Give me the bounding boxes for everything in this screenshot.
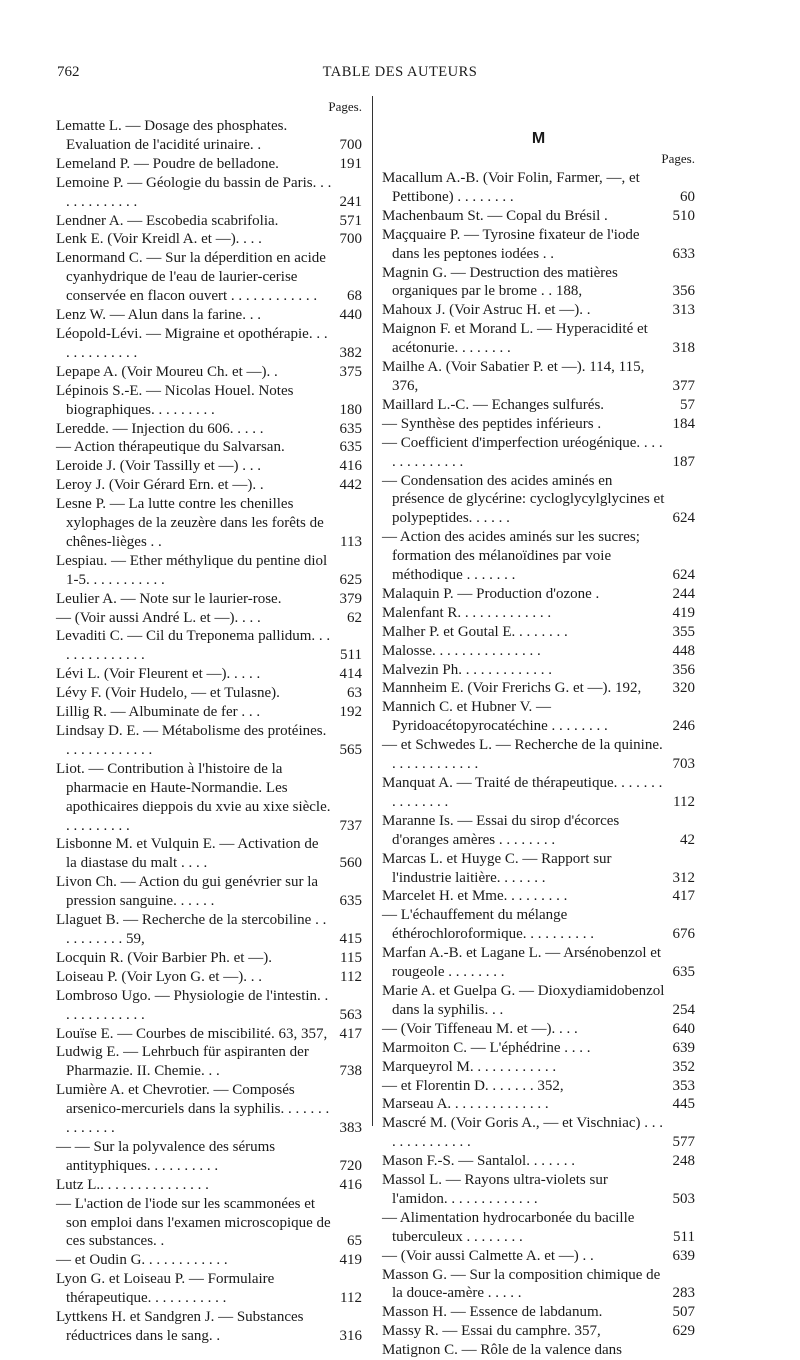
entry-page: 377 [672,377,695,394]
index-entry [56,1251,362,1270]
entry-text: Lenz W. — Alun dans la farine. . . [56,307,261,324]
entry-text: — (Voir aussi Calmette A. et —) . . [382,1247,594,1264]
entry-text: Machenbaum St. — Copal du Brésil . [382,207,608,224]
index-entry [56,684,362,703]
entry-text: — et Oudin G. . . . . . . . . . . . [56,1252,228,1269]
entry-page: 192 [339,704,362,721]
index-entry [382,1171,695,1209]
index-entry [56,1270,362,1308]
entry-text: — et Florentin D. . . . . . . 352, [382,1077,564,1094]
entry-text: — Coefficient d'imperfection uréogénique. . . . . . . . . . . . . . [382,434,663,470]
entry-text: Lemeland P. — Poudre de belladone. [56,155,279,172]
entry-page: 382 [339,344,362,361]
index-entry [382,1341,695,1360]
index-entry [382,604,695,623]
entry-page: 113 [340,533,362,550]
entry-page: 635 [339,420,362,437]
index-entry [56,590,362,609]
index-entry [382,774,695,812]
entry-page: 419 [672,604,695,621]
entry-text: Marie A. et Guelpa G. — Dioxydiamidobenzol dans la syphilis. . . [382,982,665,1018]
entry-text: Lendner A. — Escobedia scabrifolia. [56,212,279,229]
entry-page: 68 [347,288,362,305]
entry-text: — L'échauffement du mélange éthérochloroformique. . . . . . . . . . [382,907,595,943]
index-entry [56,363,362,382]
entry-page: 417 [339,1025,362,1042]
pages-label: Pages. [328,99,362,114]
entry-page: 639 [672,1039,695,1056]
index-entry [56,665,362,684]
entry-page: 42 [680,831,695,848]
index-entry [56,1025,362,1044]
entry-text: — Action des acides aminés sur les sucres; formation des mélanoïdines par voie méthodique . . . . . . . [382,529,640,584]
index-entry [382,850,695,888]
entry-page: 414 [339,666,362,683]
entry-page: 57 [680,396,695,413]
index-entry [382,264,695,302]
entry-text: — et Schwedes L. — Recherche de la quinine. . . . . . . . . . . . . [382,737,663,773]
entry-page: 639 [672,1247,695,1264]
entry-page: 244 [672,585,695,602]
entry-page: 318 [672,340,695,357]
entry-page: 379 [339,590,362,607]
entry-text: Magnin G. — Destruction des matières organiques par le brome . . 188, [382,264,618,300]
index-entry [56,1138,362,1176]
entry-text: Malenfant R. . . . . . . . . . . . . [382,604,552,621]
entry-page: 191 [339,155,362,172]
entry-page: 635 [339,439,362,456]
entry-page: 254 [672,1001,695,1018]
index-entry [382,1095,695,1114]
index-entry [382,736,695,774]
index-entry [382,472,695,529]
entry-text: Lemoine P. — Géologie du bassin de Paris. . . . . . . . . . . . . [56,174,332,210]
entry-page: 383 [339,1120,362,1137]
entry-page: 640 [672,1020,695,1037]
entry-text: Lombroso Ugo. — Physiologie de l'intestin. . . . . . . . . . . . . [56,987,329,1023]
entry-page: 700 [339,136,362,153]
entry-text: Liot. — Contribution à l'histoire de la pharmacie en Haute-Normandie. Les apothicaires dieppois du xvie au xixe siècle. . . . . . . . . . [56,760,331,834]
entry-page: 720 [339,1157,362,1174]
entry-page: 629 [672,1323,695,1340]
entry-page: 416 [339,1176,362,1193]
index-entry [56,949,362,968]
entry-page: 416 [339,458,362,475]
entry-page: 246 [672,718,695,735]
entry-page: 624 [672,567,695,584]
entry-text: Malosse. . . . . . . . . . . . . . . [382,642,541,659]
entry-page: 560 [339,855,362,872]
entry-text: Lenk E. (Voir Kreidl A. et —). . . . [56,231,262,248]
entry-page: 737 [339,817,362,834]
index-entry [56,325,362,363]
index-entry [56,703,362,722]
index-entry [382,320,695,358]
index-entry [382,415,695,434]
entry-page: 577 [672,1134,695,1151]
index-entry [56,627,362,665]
index-entry [56,457,362,476]
entry-text: Lisbonne M. et Vulquin E. — Activation de la diastase du malt . . . . [56,836,319,872]
entry-page: 320 [672,680,695,697]
entry-text: Maranne Is. — Essai du sirop d'écorces d'oranges amères . . . . . . . . [382,812,620,848]
entry-page: 112 [340,968,362,985]
index-entry [56,117,362,155]
entry-text: Léopold-Lévi. — Migraine et opothérapie. . . . . . . . . . . . . [56,325,328,361]
entry-text: Macallum A.-B. (Voir Folin, Farmer, —, et Pettibone) . . . . . . . . [382,170,640,205]
entry-text: Lillig R. — Albuminate de fer . . . [56,704,261,721]
left-entries [56,117,362,1346]
entry-page: 415 [339,930,362,947]
entry-text: Marcelet H. et Mme. . . . . . . . . [382,888,568,905]
entry-page: 448 [672,642,695,659]
entry-page: 738 [339,1063,362,1080]
entry-text: Leroy J. (Voir Gérard Ern. et —). . [56,477,264,494]
index-entry [56,1195,362,1252]
index-entry [382,169,695,207]
index-entry [382,944,695,982]
entry-text: Lematte L. — Dosage des phosphates. Evaluation de l'acidité urinaire. . [56,118,288,153]
index-entry [382,358,695,396]
entry-page: 635 [672,964,695,981]
index-entry [382,396,695,415]
entry-page: 633 [672,245,695,262]
entry-page: 313 [672,302,695,319]
index-entry [56,495,362,552]
entry-page: 180 [339,401,362,418]
entry-text: Mason F.-S. — Santalol. . . . . . . [382,1153,575,1170]
entry-text: Manquat A. — Traité de thérapeutique. . . . . . . . . . . . . . . [382,775,663,810]
entry-text: Llaguet B. — Recherche de la stercobiline . . . . . . . . . . 59, [56,912,327,947]
entry-page: 507 [672,1304,695,1321]
index-entry [382,301,695,320]
entry-text: — Alimentation hydrocarbonée du bacille tuberculeux . . . . . . . . [382,1209,635,1245]
index-entry [56,420,362,439]
entry-text: Lindsay D. E. — Métabolisme des protéines. . . . . . . . . . . . . [56,723,327,758]
entry-page: 115 [340,949,362,966]
entry-page: 352 [672,1058,695,1075]
entry-text: — (Voir Tiffeneau M. et —). . . . [382,1020,578,1037]
index-entry [382,1020,695,1039]
entry-text: — Action thérapeutique du Salvarsan. [56,439,285,456]
entry-text: Massol L. — Rayons ultra-violets sur l'amidon. . . . . . . . . . . . . [382,1172,608,1207]
index-entry [56,1081,362,1138]
index-entry [56,212,362,231]
entry-text: Mannich C. et Hubner V. — Pyridoacétopyrocatéchine . . . . . . . . [382,699,608,735]
index-entry [56,968,362,987]
index-entry [382,887,695,906]
entry-page: 248 [672,1153,695,1170]
index-entry [56,438,362,457]
entry-text: Marcas L. et Huyge C. — Rapport sur l'industrie laitière. . . . . . . [382,850,612,886]
entry-text: Malvezin Ph. . . . . . . . . . . . . [382,661,552,678]
index-entry [56,1176,362,1195]
entry-page: 442 [339,477,362,494]
index-entry [382,642,695,661]
entry-text: Maçquaire P. — Tyrosine fixateur de l'iode dans les peptones iodées . . [382,226,640,262]
index-entry [56,382,362,420]
index-entry [56,552,362,590]
index-entry [382,434,695,472]
entry-text: Levaditi C. — Cil du Treponema pallidum. . . . . . . . . . . . . . [56,628,331,664]
entry-text: Lépinois S.-E. — Nicolas Houel. Notes biographiques. . . . . . . . . [56,382,294,418]
entry-text: Mahoux J. (Voir Astruc H. et —). . [382,302,591,319]
entry-page: 187 [672,453,695,470]
index-entry [382,1077,695,1096]
index-entry [56,476,362,495]
entry-page: 356 [672,661,695,678]
entry-page: 375 [339,363,362,380]
index-entry [56,722,362,760]
entry-text: Mannheim E. (Voir Frerichs G. et —). 192, [382,680,642,697]
entry-page: 283 [672,1285,695,1302]
entry-page: 445 [672,1096,695,1113]
entry-text: Marqueyrol M. . . . . . . . . . . . [382,1058,557,1075]
entry-page: 316 [339,1328,362,1344]
entry-page: 112 [340,1290,362,1307]
entry-text: Leredde. — Injection du 606. . . . . [56,420,264,437]
entry-text: Ludwig E. — Lehrbuch für aspiranten der Pharmazie. II. Chemie. . . [56,1044,309,1080]
column-divider [372,96,373,1126]
index-entry [382,528,695,585]
index-entry [382,1322,695,1341]
entry-text: Maignon F. et Morand L. — Hyperacidité et acétonurie. . . . . . . . [382,321,648,357]
index-entry [382,1266,695,1304]
entry-text: Masson G. — Sur la composition chimique de la douce-amère . . . . . [382,1266,661,1302]
index-entry [56,760,362,836]
entry-text: Marseau A. . . . . . . . . . . . . . [382,1096,549,1113]
entry-page: 510 [672,207,695,224]
index-entry [56,873,362,911]
entry-text: Lespiau. — Ether méthylique du pentine diol 1-5. . . . . . . . . . . [56,552,328,588]
entry-text: — Condensation des acides aminés en présence de glycérine: cycloglycylglycines et polypeptides. . . . . . [382,472,665,527]
index-entry [56,306,362,325]
entry-text: Lévy F. (Voir Hudelo, — et Tulasne). [56,685,280,702]
left-column [56,98,362,1346]
entry-text: Leroide J. (Voir Tassilly et —) . . . [56,458,262,475]
entry-text: Masson H. — Essence de labdanum. [382,1304,603,1321]
entry-text: Malher P. et Goutal E. . . . . . . . [382,623,568,640]
index-entry [382,1152,695,1171]
entry-text: Leulier A. — Note sur le laurier-rose. [56,590,282,607]
entry-text: Lumière A. et Chevrotier. — Composés arsenico-mercuriels dans la syphilis. . . . . . . . . . . . . . [56,1082,330,1137]
entry-text: — — Sur la polyvalence des sérums antityphiques. . . . . . . . . . [56,1138,276,1174]
index-entry [382,1247,695,1266]
right-entries [382,169,695,1360]
entry-text: Loiseau P. (Voir Lyon G. et —). . . [56,968,262,985]
index-entry [382,1209,695,1247]
entry-page: 63 [347,685,362,702]
index-entry [382,698,695,736]
entry-text: Louïse E. — Courbes de miscibilité. 63, 357, [56,1025,328,1042]
entry-text: — L'action de l'iode sur les scammonées et son emploi dans l'examen microscopique de ces substances. . [56,1195,331,1250]
index-entry [382,982,695,1020]
entry-text: Lévi L. (Voir Fleurent et —). . . . . [56,666,261,683]
entry-text: Lepape A. (Voir Moureu Ch. et —). . [56,363,278,380]
entry-page: 417 [672,888,695,905]
index-entry [382,585,695,604]
entry-text: Maillard L.-C. — Echanges sulfurés. [382,396,605,413]
entry-text: Lenormand C. — Sur la déperdition en acide cyanhydrique de l'eau de laurier-cerise conservée en flacon ouvert . . . . . . . . . . . . [56,250,326,305]
entry-page: 624 [672,510,695,527]
entry-text: Lyttkens H. et Sandgren J. — Substances réductrices dans le sang. . [56,1309,304,1344]
index-entry [56,835,362,873]
entry-page: 419 [339,1252,362,1269]
index-entry [56,911,362,949]
index-entry [382,207,695,226]
pages-label: Pages. [661,151,695,166]
index-entry [382,906,695,944]
index-entry [56,155,362,174]
index-entry [56,987,362,1025]
entry-text: Locquin R. (Voir Barbier Ph. et —). [56,949,272,966]
index-entry [56,174,362,212]
index-entry [56,1043,362,1081]
entry-text: Mascré M. (Voir Goris A., — et Vischniac) . . . . . . . . . . . . . . [382,1115,664,1151]
entry-page: 700 [339,231,362,248]
index-entry [382,1058,695,1077]
right-column [382,130,695,1360]
entry-page: 356 [672,283,695,300]
entry-text: Lyon G. et Loiseau P. — Formulaire thérapeutique. . . . . . . . . . . [56,1271,275,1307]
entry-page: 65 [347,1233,362,1250]
entry-page: 353 [672,1077,695,1094]
entry-page: 511 [340,647,362,664]
entry-text: — (Voir aussi André L. et —). . . . [56,609,261,626]
entry-text: Matignon C. — Rôle de la valence dans [382,1342,622,1359]
index-entry [382,1303,695,1322]
entry-text: Marfan A.-B. et Lagane L. — Arsénobenzol et rougeole . . . . . . . . [382,945,662,981]
entry-page: 565 [339,741,362,758]
entry-page: 635 [339,893,362,910]
entry-text: — Synthèse des peptides inférieurs . [382,415,602,432]
entry-page: 503 [672,1190,695,1207]
entry-page: 60 [680,188,695,205]
entry-page: 440 [339,307,362,324]
index-entry [382,623,695,642]
entry-page: 571 [339,212,362,229]
index-entry [56,609,362,628]
entry-page: 511 [673,1228,695,1245]
entry-page: 312 [672,869,695,886]
page-number: 762 [57,64,80,80]
entry-page: 676 [672,926,695,943]
index-entry [382,1039,695,1058]
entry-page: 112 [673,793,695,810]
index-entry [382,661,695,680]
index-entry [382,679,695,698]
entry-page: 355 [672,623,695,640]
entry-text: Lesne P. — La lutte contre les chenilles xylophages de la zeuzère dans les forêts de chênes-lièges . . [56,496,324,550]
entry-text: Malaquin P. — Production d'ozone . [382,585,600,602]
entry-page: 241 [339,193,362,210]
running-title: TABLE DES AUTEURS [322,64,478,80]
entry-text: Livon Ch. — Action du gui genévrier sur la pression sanguine. . . . . . [56,874,319,910]
index-entry [382,1114,695,1152]
entry-text: Marmoiton C. — L'éphédrine . . . . [382,1039,591,1056]
entry-page: 625 [339,571,362,588]
section-letter: M [531,130,546,147]
entry-page: 62 [347,609,362,626]
entry-text: Massy R. — Essai du camphre. 357, [382,1323,601,1340]
entry-page: 563 [339,1006,362,1023]
entry-page: 703 [672,756,695,773]
index-entry [56,249,362,306]
entry-text: Mailhe A. (Voir Sabatier P. et —). 114, 115, 376, [382,359,645,394]
index-entry [382,812,695,850]
index-entry [56,230,362,249]
entry-page: 184 [672,415,695,432]
entry-text: Lutz L.. . . . . . . . . . . . . . . [56,1176,209,1193]
index-entry [56,1308,362,1346]
index-entry [382,226,695,264]
